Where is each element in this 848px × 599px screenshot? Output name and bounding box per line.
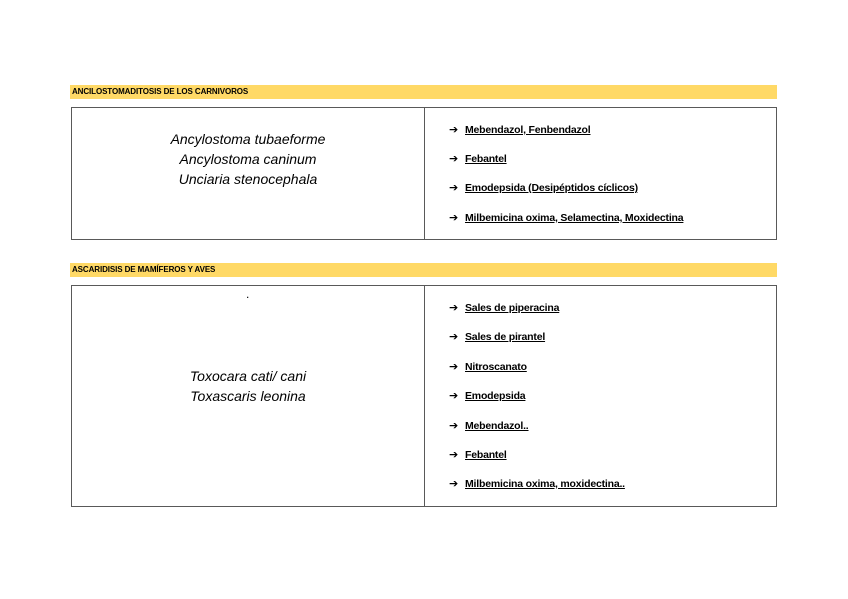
- drug-link[interactable]: Febantel: [465, 153, 507, 165]
- arrow-right-icon: ➔: [449, 301, 459, 314]
- species-name: Ancylostoma tubaeforme: [170, 131, 326, 147]
- drug-item: [449, 477, 625, 491]
- arrow-right-icon: ➔: [449, 152, 459, 165]
- section-header-ancilostomaditosis: ANCILOSTOMADITOSIS DE LOS CARNIVOROS: [70, 85, 777, 99]
- arrow-right-icon: ➔: [449, 360, 459, 373]
- treatment-box-ascaridisis: [71, 285, 777, 507]
- drug-link[interactable]: Mebendazol, Fenbendazol: [465, 124, 591, 136]
- species-name: Ancylostoma caninum: [179, 151, 317, 167]
- species-name: Toxascaris leonina: [190, 388, 306, 404]
- arrow-right-icon: ➔: [449, 477, 459, 490]
- drug-item: [449, 211, 683, 225]
- drug-link[interactable]: Febantel: [465, 449, 507, 461]
- drug-item: [449, 152, 507, 166]
- drug-link[interactable]: Mebendazol..: [465, 420, 529, 432]
- drug-link[interactable]: Emodepsida (Desipéptidos cíclicos): [465, 182, 638, 194]
- arrow-right-icon: ➔: [449, 389, 459, 402]
- drug-cell: [425, 286, 776, 506]
- stray-dot: .: [246, 287, 250, 301]
- drug-item: [449, 330, 545, 344]
- drug-link[interactable]: Sales de pirantel: [465, 331, 546, 343]
- drug-item: [449, 448, 507, 462]
- drug-item: [449, 389, 525, 403]
- drug-link[interactable]: Sales de piperacina: [465, 302, 560, 314]
- arrow-right-icon: ➔: [449, 330, 459, 343]
- drug-cell: [425, 108, 776, 239]
- drug-item: [449, 419, 529, 433]
- arrow-right-icon: ➔: [449, 181, 459, 194]
- species-name: Toxocara cati/ cani: [189, 368, 307, 384]
- drug-link[interactable]: Nitroscanato: [465, 361, 527, 373]
- drug-item: [449, 360, 527, 374]
- arrow-right-icon: ➔: [449, 211, 459, 224]
- species-cell: [72, 108, 425, 239]
- species-list: [72, 129, 424, 189]
- arrow-right-icon: ➔: [449, 123, 459, 136]
- arrow-right-icon: ➔: [449, 419, 459, 432]
- treatment-box-ancilostomaditosis: [71, 107, 777, 240]
- section-header-ascaridisis: ASCARIDISIS DE MAMÍFEROS Y AVES: [70, 263, 777, 277]
- drug-link[interactable]: Milbemicina oxima, Selamectina, Moxidectina: [465, 212, 684, 224]
- drug-link[interactable]: Milbemicina oxima, moxidectina..: [465, 478, 625, 490]
- drug-item: [449, 301, 559, 315]
- arrow-right-icon: ➔: [449, 448, 459, 461]
- drug-item: [449, 181, 638, 195]
- species-cell: [72, 286, 425, 506]
- drug-link[interactable]: Emodepsida: [465, 390, 526, 402]
- species-name: Unciaria stenocephala: [178, 171, 318, 187]
- drug-item: [449, 123, 591, 137]
- species-list: [72, 366, 424, 406]
